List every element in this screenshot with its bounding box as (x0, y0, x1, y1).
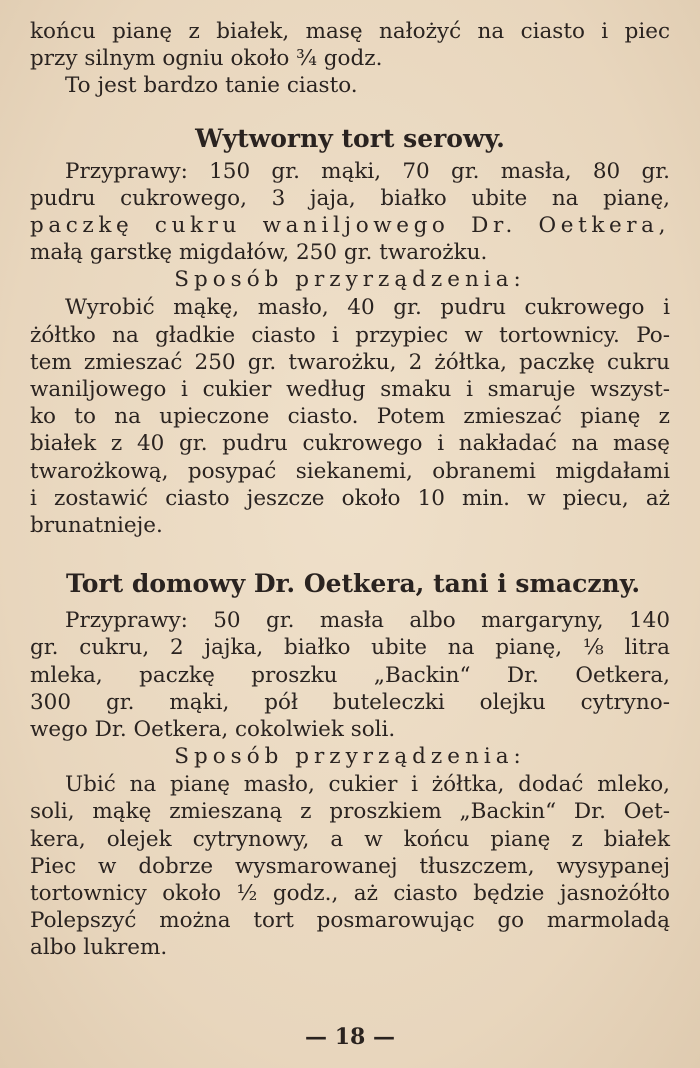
text-line: paczkę cukru waniljowego Dr. Oetkera, (30, 213, 670, 239)
ingredients-paragraph (30, 158, 670, 267)
method-paragraph (30, 771, 670, 961)
text-line: żółtko na gładkie ciasto i przypiec w tortownicy. Po- (30, 322, 670, 348)
text-line: brunatnieje. (30, 513, 163, 539)
text-line: pudru cukrowego, 3 jaja, białko ubite na pianę, (30, 185, 670, 211)
text-line: kera, olejek cytrynowy, a w końcu pianę z białek (30, 826, 670, 852)
text-line: mleka, paczkę proszku „Backin“ Dr. Oetkera, (30, 662, 670, 688)
method-paragraph (30, 294, 670, 539)
text-line: Wyrobić mąkę, masło, 40 gr. pudru cukrowego i (65, 295, 670, 321)
text-line: Przyprawy: 150 gr. mąki, 70 gr. masła, 80 gr. (65, 158, 670, 184)
continuation-paragraph (30, 18, 670, 100)
text-line: gr. cukru, 2 jajka, białko ubite na pianę, ⅛ litra (30, 635, 670, 661)
text-line: wego Dr. Oetkera, cokolwiek soli. (30, 717, 396, 743)
text-line: Przyprawy: 50 gr. masła albo margaryny, 140 (65, 608, 670, 634)
method-heading: Sposób przyrządzenia: (174, 267, 526, 293)
text-line: małą garstkę migdałów, 250 gr. twarożku. (30, 240, 488, 266)
text-line: To jest bardzo tanie ciasto. (65, 73, 358, 99)
method-heading: Sposób przyrządzenia: (174, 744, 526, 770)
text-line: Ubić na pianę masło, cukier i żółtka, dodać mleko, (65, 772, 670, 798)
recipe-title: Wytworny tort serowy. (195, 123, 505, 153)
text-line: i zostawić ciasto jeszcze około 10 min. w piecu, aż (30, 485, 670, 511)
text-line: przy silnym ogniu około ¾ godz. (30, 46, 383, 72)
recipe-title: Tort domowy Dr. Oetkera, tani i smaczny. (66, 569, 641, 599)
text-line: białek z 40 gr. pudru cukrowego i nakładać na masę (30, 431, 670, 457)
text-line: tem zmieszać 250 gr. twarożku, 2 żółtka, paczkę cukru (30, 349, 670, 375)
ingredients-paragraph (30, 607, 670, 743)
text-line: soli, mąkę zmieszaną z proszkiem „Backin“ Dr. Oet- (30, 799, 670, 825)
page-number: — 18 — (305, 1024, 395, 1050)
text-line: waniljowego i cukier według smaku i smaruje wszyst- (30, 377, 670, 403)
text-line: Polepszyć można tort posmarowując go marmoladą (30, 908, 670, 934)
text-line: albo lukrem. (30, 935, 168, 961)
text-line: Piec w dobrze wysmarowanej tłuszczem, wysypanej (30, 853, 670, 879)
text-line: 300 gr. mąki, pół buteleczki olejku cytryno- (30, 689, 670, 715)
text-line: tortownicy około ½ godz., aż ciasto będzie jasnożółto (30, 881, 670, 907)
text-line: końcu pianę z białek, masę nałożyć na ciasto i piec (30, 19, 670, 44)
text-line: twarożkową, posypać siekanemi, obranemi migdałami (30, 458, 670, 484)
text-line: ko to na upieczone ciasto. Potem zmieszać pianę z (30, 404, 670, 430)
